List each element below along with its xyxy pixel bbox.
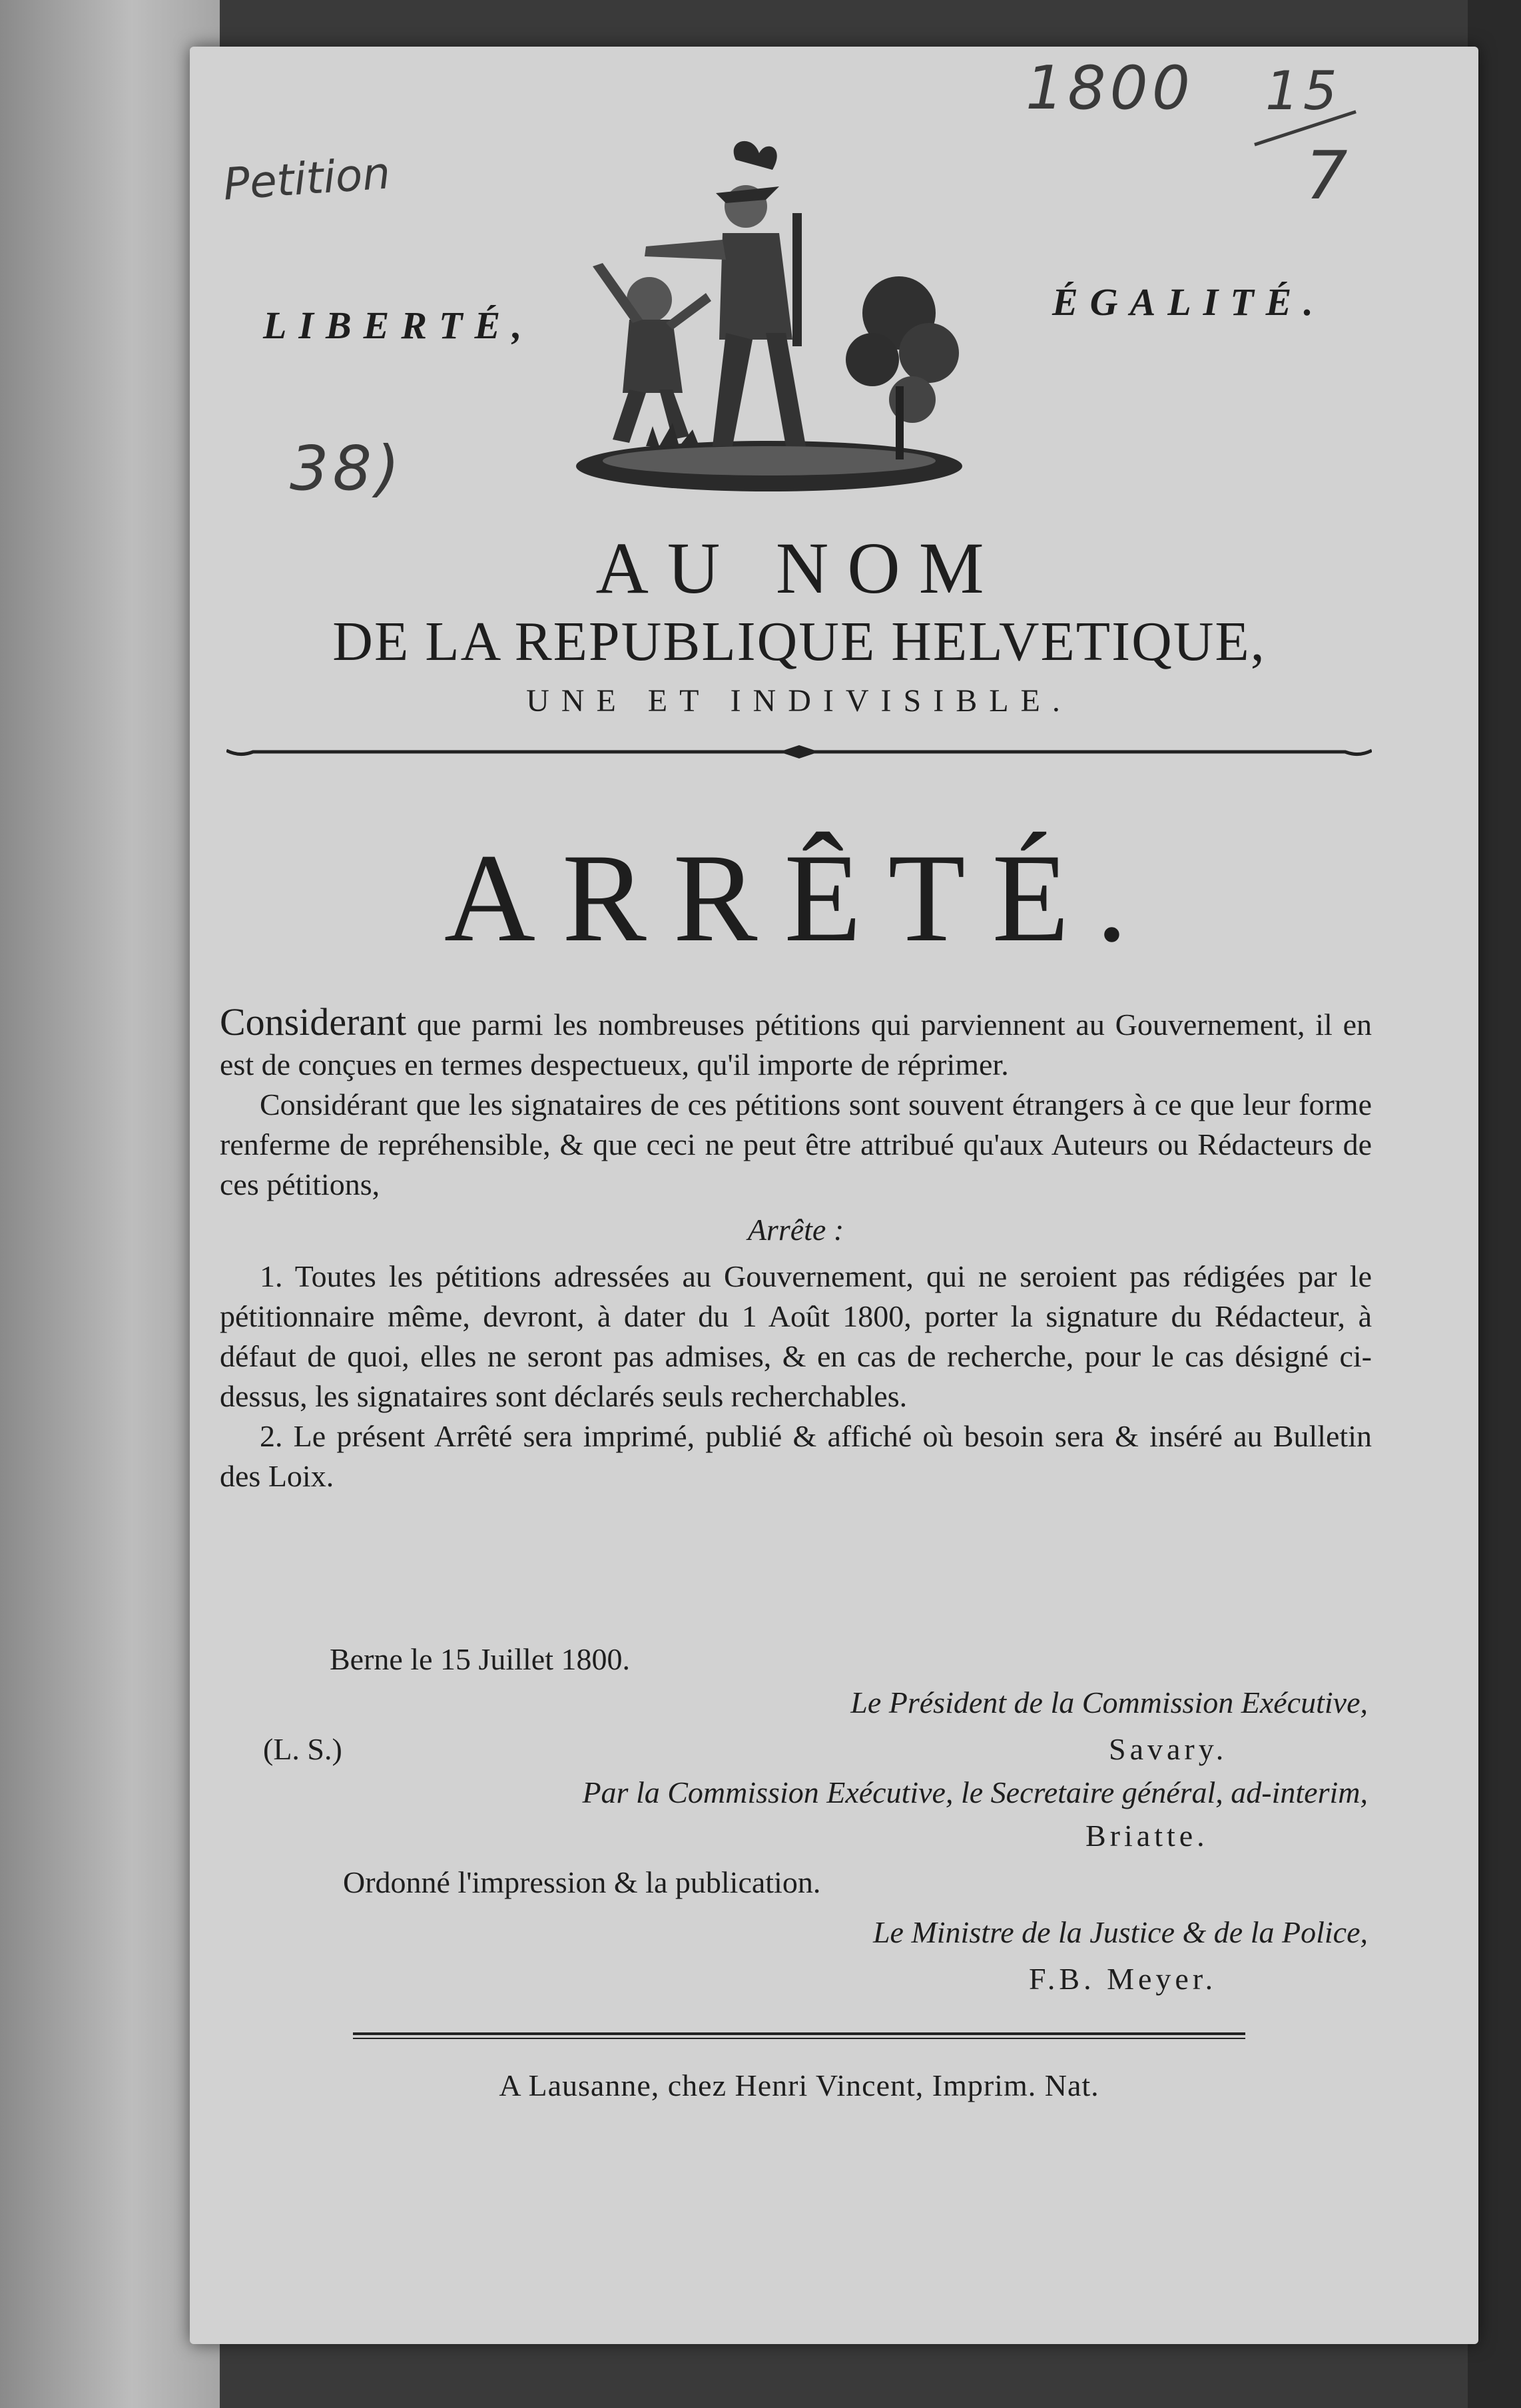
- minister-title: Le Ministre de la Justice & de la Police,: [872, 1915, 1368, 1949]
- heading-une-indivisible: UNE ET INDIVISIBLE.: [526, 683, 1072, 719]
- order-line: Ordonné l'impression & la publication.: [343, 1865, 821, 1899]
- handwritten-ref-top: 15: [1265, 60, 1341, 122]
- article-2: 2. Le présent Arrêté sera imprimé, publié & affiché où besoin sera & inséré au Bulletin des Loix.: [220, 1419, 1372, 1493]
- arrete-label: Arrête :: [747, 1213, 844, 1247]
- handwritten-topic: Petition: [221, 147, 392, 210]
- bottom-rule: [353, 2031, 1245, 2040]
- considerant-text: que parmi les nombreuses pétitions qui parviennent au Gouvernement, il en est de conçues en termes despectueux, qu'il importe de réprimer.: [220, 1008, 1372, 1081]
- considerant-lead: Considerant: [220, 1000, 407, 1044]
- heading-republique: DE LA REPUBLIQUE HELVETIQUE,: [332, 611, 1266, 673]
- motto-egalite: ÉGALITÉ.: [1052, 280, 1325, 324]
- seal-mark: (L. S.): [263, 1732, 342, 1766]
- handwritten-ref-bottom: 7: [1305, 137, 1352, 214]
- minister-name: F.B. Meyer.: [1029, 1962, 1217, 1996]
- william-tell-emblem: [566, 133, 972, 493]
- document-title: ARRÊTÉ.: [444, 828, 1155, 968]
- date-line: Berne le 15 Juillet 1800.: [330, 1642, 630, 1676]
- paragraph-considerant: [220, 1002, 1372, 1085]
- handwritten-year: 1800: [1026, 53, 1195, 123]
- secretary-name: Briatte.: [1085, 1819, 1209, 1853]
- printer-imprint: A Lausanne, chez Henri Vincent, Imprim. Nat.: [499, 2068, 1099, 2102]
- handwritten-number: 38): [290, 433, 404, 504]
- ornamental-rule: [226, 743, 1372, 762]
- article-1: 1. Toutes les pétitions adressées au Gouvernement, qui ne seroient pas rédigées par le pétitionnaire même, devront, à dater du 1 Août 1800, porter la signature du Rédacteur, à défaut de quoi, elles ne seront pas admises, & en cas de recherche, pour le cas désigné ci-dessus, les signataires sont déclarés seuls recherchables.: [220, 1259, 1372, 1413]
- motto-liberte: LIBERTÉ,: [263, 304, 534, 347]
- president-name: Savary.: [1109, 1732, 1228, 1766]
- paragraph-considerant-2: Considérant que les signataires de ces pétitions sont souvent étrangers à ce que leur forme renferme de repréhensible, & que ceci ne peut être attribué qu'aux Auteurs ou Rédacteurs de ces pétitions,: [220, 1087, 1372, 1201]
- heading-au-nom: AU NOM: [595, 527, 1003, 609]
- document-body: [220, 1002, 1372, 1496]
- president-title: Le Président de la Commission Exécutive,: [850, 1685, 1368, 1719]
- secretary-title: Par la Commission Exécutive, le Secretaire général, ad-interim,: [582, 1775, 1368, 1809]
